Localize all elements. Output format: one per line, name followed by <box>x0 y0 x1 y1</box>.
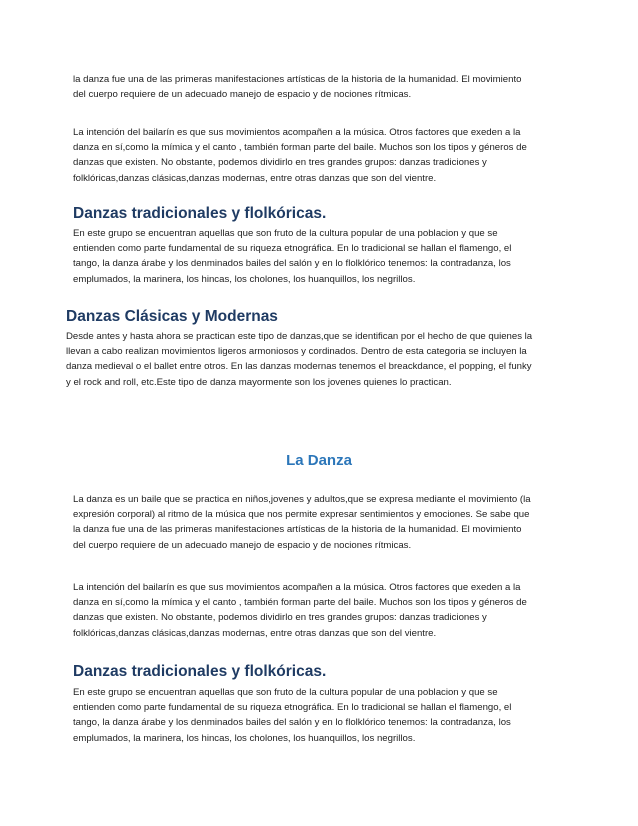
paragraph-line: folklóricas,danzas clásicas,danzas modernas, entre otras danzas que son del vientre. <box>73 627 437 639</box>
section-heading: Danzas Clásicas y Modernas <box>66 308 278 325</box>
paragraph-line: la danza fue una de las primeras manifestaciones artísticas de la historia de la humanidad. El movimiento <box>73 524 522 536</box>
paragraph-intention <box>73 125 569 186</box>
paragraph-line: del cuerpo requiere de un adecuado manejo de espacio y de nociones rítmicas. <box>73 89 412 101</box>
paragraph-traditional-repeat <box>73 685 569 746</box>
paragraph-line: En este grupo se encuentran aquellas que son fruto de la cultura popular de una poblacion y que se <box>73 687 498 698</box>
paragraph-intro-continued <box>73 72 569 102</box>
paragraph-line: tango, la danza árabe y los denminados bailes del salón y en lo flolklórico tenemos: la contradanza, los <box>73 717 511 729</box>
section-heading-traditional-repeat <box>73 663 326 681</box>
paragraph-line: llevan a cabo realizan movimientos ligeros armoniosos y cordinados. Dentro de esta categoria se incluyen la <box>66 346 527 358</box>
paragraph-definition <box>73 492 573 553</box>
paragraph-line: danza en sí,como la mímica y el canto , también forman parte del baile. Muchos son los tipos y géneros de <box>73 597 527 609</box>
paragraph-line: emplumados, la marinera, los hincas, los cholones, los huanquillos, los negrillos. <box>73 273 416 285</box>
paragraph-line: La danza es un baile que se practica en niños,jovenes y adultos,que se expresa mediante el movimiento (la <box>73 494 531 505</box>
paragraph-intention-repeat <box>73 580 569 641</box>
section-heading-traditional <box>73 205 326 223</box>
paragraph-line: danzas que existen. No obstante, podemos dividirlo en tres grandes grupos: danzas tradiciones y <box>73 612 487 624</box>
paragraph-line: expresión corporal) al ritmo de la música que nos permite expresar sentimientos y emociones. Se sabe que <box>73 509 530 521</box>
page-title: La Danza <box>286 452 352 469</box>
paragraph-line: La intención del bailarín es que sus movimientos acompañen a la música. Otros factores que exeden a la <box>73 582 521 593</box>
paragraph-classical <box>66 329 574 390</box>
paragraph-line: del cuerpo requiere de un adecuado manejo de espacio y de nociones rítmicas. <box>73 539 412 551</box>
paragraph-line: entienden como parte fundamental de su riqueza etnográfica. En lo tradicional se hallan el flamengo, el <box>73 702 512 714</box>
paragraph-traditional <box>73 226 569 287</box>
section-heading-classical <box>66 308 278 326</box>
paragraph-line: danzas que existen. No obstante, podemos dividirlo en tres grandes grupos: danzas tradiciones y <box>73 157 487 169</box>
section-heading: Danzas tradicionales y flolkóricas. <box>73 663 327 680</box>
paragraph-line: En este grupo se encuentran aquellas que son fruto de la cultura popular de una poblacion y que se <box>73 228 498 239</box>
paragraph-line: Desde antes y hasta ahora se practican este tipo de danzas,que se identifican por el hecho de que quienes la <box>66 331 533 342</box>
paragraph-line: danza en sí,como la mímica y el canto , también forman parte del baile. Muchos son los tipos y géneros de <box>73 142 527 154</box>
paragraph-line: tango, la danza árabe y los denminados bailes del salón y en lo flolklórico tenemos: la contradanza, los <box>73 258 511 270</box>
paragraph-line: entienden como parte fundamental de su riqueza etnográfica. En lo tradicional se hallan el flamengo, el <box>73 243 512 255</box>
paragraph-line: La intención del bailarín es que sus movimientos acompañen a la música. Otros factores que exeden a la <box>73 127 521 138</box>
paragraph-line: folklóricas,danzas clásicas,danzas modernas, entre otras danzas que son del vientre. <box>73 172 437 184</box>
paragraph-line: emplumados, la marinera, los hincas, los cholones, los huanquillos, los negrillos. <box>73 732 416 744</box>
paragraph-line: la danza fue una de las primeras manifestaciones artísticas de la historia de la humanidad. El movimiento <box>73 74 522 85</box>
section-heading: Danzas tradicionales y flolkóricas. <box>73 205 327 222</box>
paragraph-line: y el rock and roll, etc.Este tipo de danza mayormente son los jovenes quienes lo practican. <box>66 376 452 388</box>
paragraph-line: danza medieval o el ballet entre otros. En las danzas modernas tenemos el breackdance, el popping, el funky <box>66 361 532 373</box>
